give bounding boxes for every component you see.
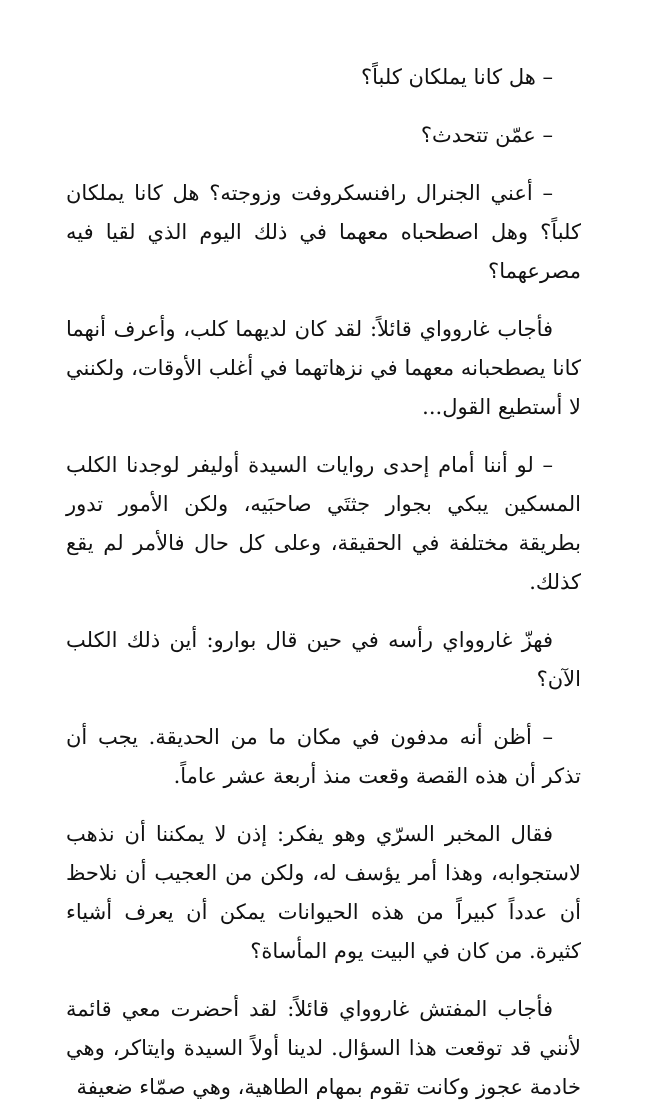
paragraph-3: – أعني الجنرال رافنسكروفت وزوجته؟ هل كانا يملكان كلباً؟ وهل اصطحباه معهما في ذلك اليوم الذي لقيا فيه مصرعهما؟ <box>66 181 581 283</box>
paragraph-9: فأجاب المفتش غاروواي قائلاً: لقد أحضرت معي قائمة لأنني قد توقعت هذا السؤال. لدينا أولاً السيدة وايتاكر، وهي خادمة عجوز وكانت تقوم بمهام الطاهية، وهي صمّاء ضعيفة <box>66 997 581 1099</box>
paragraph-2: – عمّن تتحدث؟ <box>420 123 553 147</box>
paragraph-7: – أظن أنه مدفون في مكان ما من الحديقة. يجب أن تذكر أن هذه القصة وقعت منذ أربعة عشر عاماً. <box>66 725 581 788</box>
paragraph-1: – هل كانا يملكان كلباً؟ <box>360 65 553 89</box>
paragraph-4: فأجاب غاروواي قائلاً: لقد كان لديهما كلب، وأعرف أنهما كانا يصطحبانه معهما في نزهاتهما في أغلب الأوقات، ولكنني لا أستطيع القول... <box>66 317 581 419</box>
paragraph-5: – لو أننا أمام إحدى روايات السيدة أوليفر لوجدنا الكلب المسكين يبكي بجوار جثتَي صاحبَيه، ولكن الأمور تدور بطريقة مختلفة في الحقيقة، وعلى كل حال فالأمر لم يقع كذلك. <box>66 453 581 594</box>
paragraph-6: فهزّ غاروواي رأسه في حين قال بوارو: أين ذلك الكلب الآن؟ <box>66 628 581 691</box>
paragraph-8: فقال المخبر السرّي وهو يفكر: إذن لا يمكننا أن نذهب لاستجوابه، وهذا أمر يؤسف له، ولكن من العجيب أن نلاحظ أن عدداً كبيراً من هذه الحيوانات يمكن أن يعرف أشياء كثيرة. من كان في البيت يوم المأساة؟ <box>66 822 581 963</box>
